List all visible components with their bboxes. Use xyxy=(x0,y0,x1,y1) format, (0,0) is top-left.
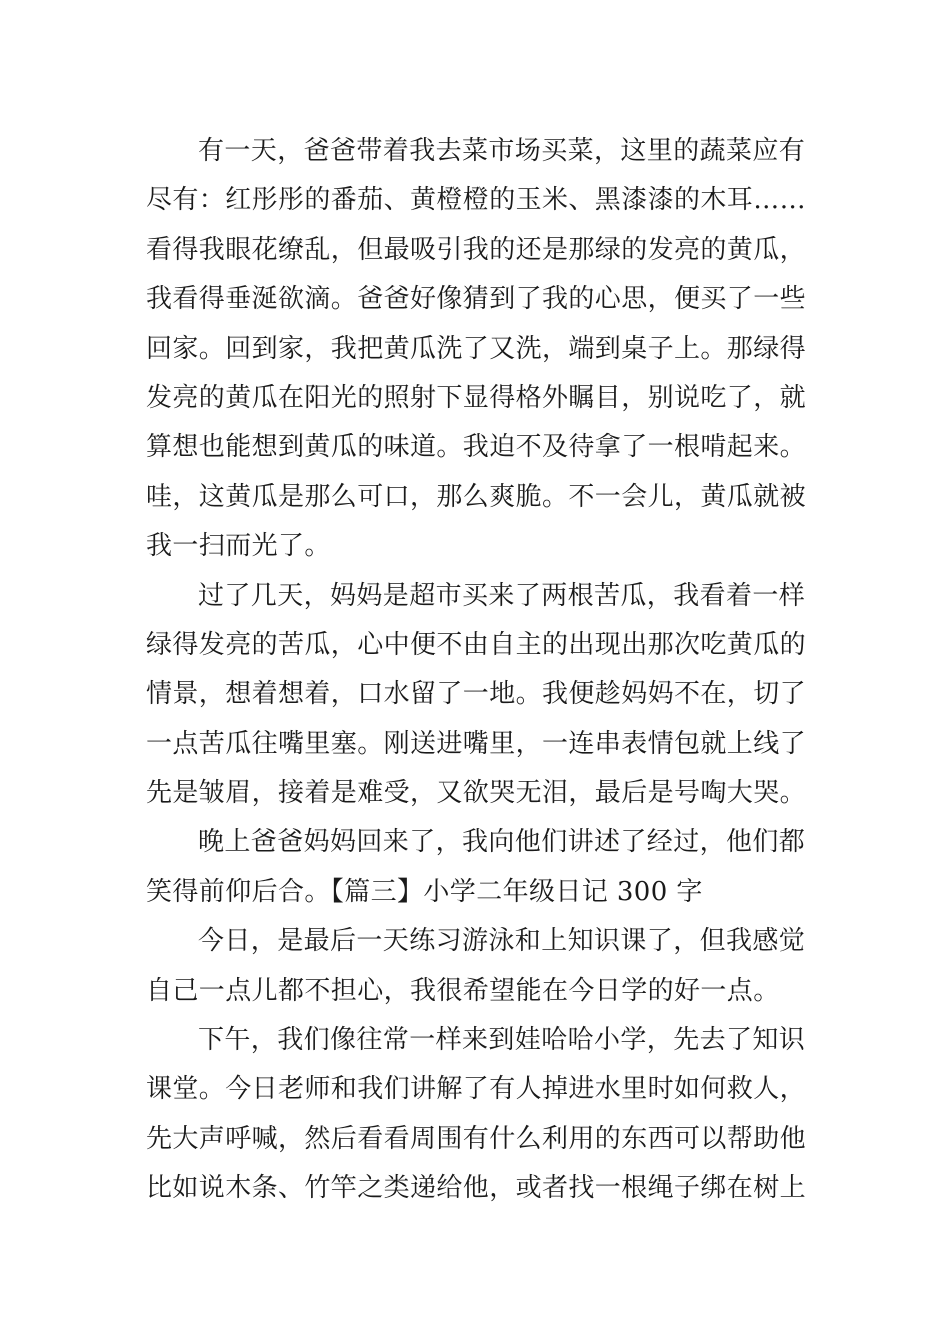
text-line: 过了几天，妈妈是超市买来了两根苦瓜，我看着一样 xyxy=(198,580,806,611)
text-line: 下午，我们像往常一样来到娃哈哈小学，先去了知识 xyxy=(198,1025,806,1056)
text-line: 先大声呼喊，然后看看周围有什么利用的东西可以帮助他 xyxy=(146,1123,807,1154)
text-line: 情景，想着想着，口水留了一地。我便趁妈妈不在，切了 xyxy=(146,679,807,710)
text-line: 笑得前仰后合。【篇三】小学二年级日记 300 字 xyxy=(146,876,703,907)
text-line: 比如说木条、竹竿之类递给他，或者找一根绳子绑在树上 xyxy=(146,1173,807,1204)
text-line: 先是皱眉，接着是难受，又欲哭无泪，最后是号啕大哭。 xyxy=(146,778,807,809)
text-line: 尽有：红彤彤的番茄、黄橙橙的玉米、黑漆漆的木耳…… xyxy=(146,185,807,216)
paragraph-5 xyxy=(146,1016,808,1214)
text-line: 课堂。今日老师和我们讲解了有人掉进水里时如何救人， xyxy=(146,1074,807,1105)
text-line: 回家。回到家，我把黄瓜洗了又洗，端到桌子上。那绿得 xyxy=(146,333,807,364)
text-line: 算想也能想到黄瓜的味道。我迫不及待拿了一根啃起来。 xyxy=(146,432,807,463)
text-line: 绿得发亮的苦瓜，心中便不由自主的出现出那次吃黄瓜的 xyxy=(146,629,807,660)
paragraph-3 xyxy=(146,818,808,917)
paragraph-1 xyxy=(146,127,808,572)
text-line: 发亮的黄瓜在阳光的照射下显得格外瞩目，别说吃了，就 xyxy=(146,382,807,413)
text-line: 晚上爸爸妈妈回来了，我向他们讲述了经过，他们都 xyxy=(198,827,806,858)
text-line: 看得我眼花缭乱，但最吸引我的还是那绿的发亮的黄瓜， xyxy=(146,234,807,265)
paragraph-2 xyxy=(146,572,808,819)
text-line: 今日，是最后一天练习游泳和上知识课了，但我感觉 xyxy=(198,926,806,957)
text-line: 自己一点儿都不担心，我很希望能在今日学的好一点。 xyxy=(146,975,780,1006)
text-line: 我看得垂涎欲滴。爸爸好像猜到了我的心思，便买了一些 xyxy=(146,284,807,315)
text-line: 一点苦瓜往嘴里塞。刚送进嘴里，一连串表情包就上线了 xyxy=(146,728,807,759)
document-body xyxy=(146,127,808,1214)
paragraph-4 xyxy=(146,917,808,1016)
text-line: 我一扫而光了。 xyxy=(146,531,331,562)
text-line: 哇，这黄瓜是那么可口，那么爽脆。不一会儿，黄瓜就被 xyxy=(146,481,807,512)
text-line: 有一天，爸爸带着我去菜市场买菜，这里的蔬菜应有 xyxy=(198,136,806,166)
